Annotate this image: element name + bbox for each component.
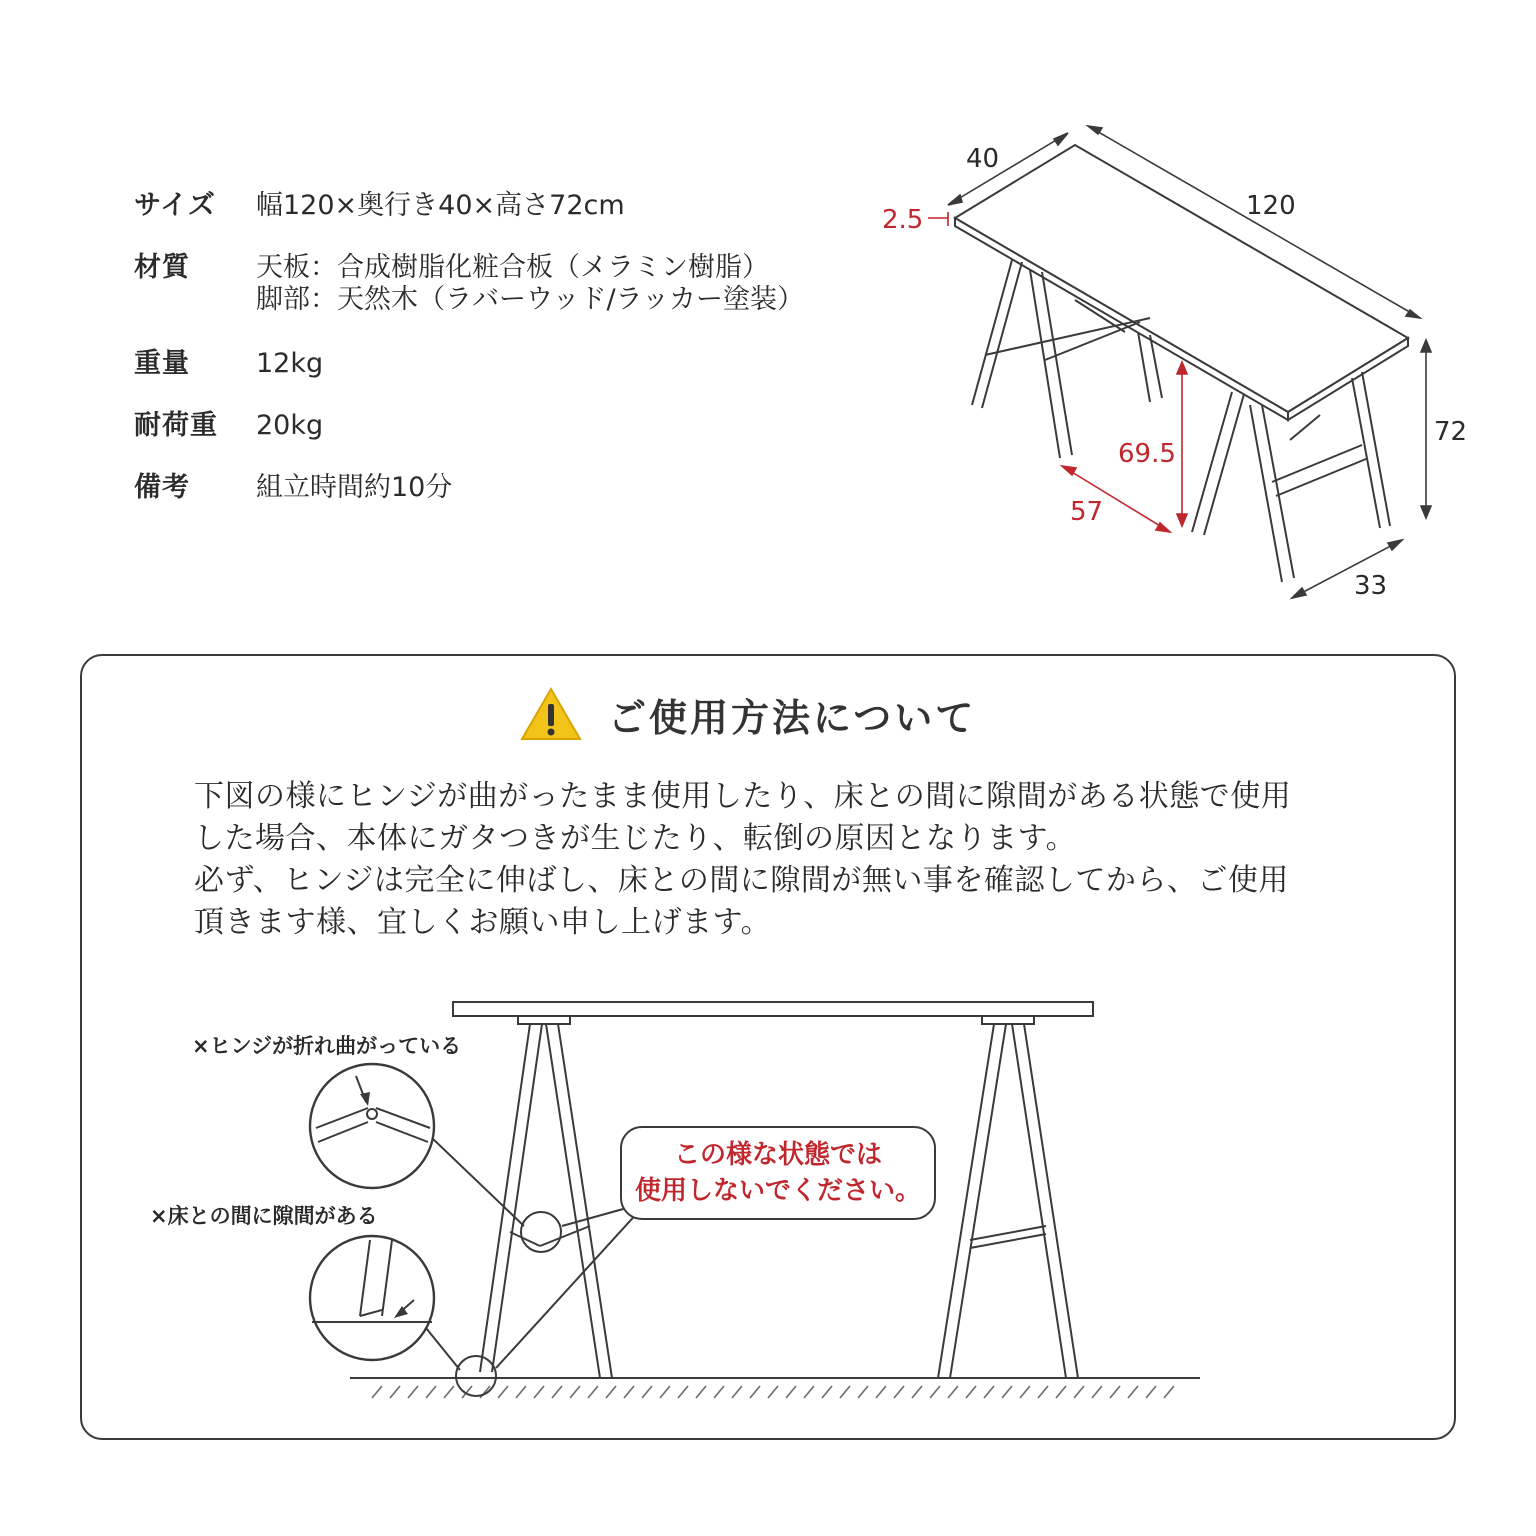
label-bent-hinge: ×ヒンジが折れ曲がっている [192,1034,462,1058]
hatch-mark [516,1386,526,1398]
table-dimension-diagram [860,110,1500,630]
spec-label: 重量 [134,348,190,379]
hatch-mark [984,1386,994,1398]
spec-label: 材質 [134,252,190,283]
hatch-mark [570,1386,580,1398]
hatch-mark [372,1386,382,1398]
hatch-mark [732,1386,742,1398]
hatch-mark [786,1386,796,1398]
spec-row-weight [134,348,804,380]
dim-width: 120 [1246,191,1296,221]
hatch-mark [660,1386,670,1398]
hatch-mark [1164,1386,1174,1398]
hatch-mark [624,1386,634,1398]
hatch-mark [1128,1386,1138,1398]
hatch-mark [426,1386,436,1398]
spec-row-load [134,410,804,442]
notice-title-text: ご使用方法について [608,695,977,740]
spec-row-material [134,252,804,316]
hatch-mark [930,1386,940,1398]
callout-line: この様な状態では [673,1140,882,1170]
spec-row-notes [134,472,804,504]
hatch-mark [1056,1386,1066,1398]
hatch-mark [606,1386,616,1398]
hatch-mark [894,1386,904,1398]
hatch-mark [1092,1386,1102,1398]
warning-triangle-icon [520,686,582,742]
hatch-mark [804,1386,814,1398]
hatch-mark [1020,1386,1030,1398]
spec-value: 12kg [256,348,324,379]
notice-title [520,686,976,742]
hatch-mark [876,1386,886,1398]
hatch-mark [912,1386,922,1398]
hatch-mark [534,1386,544,1398]
hatch-mark [714,1386,724,1398]
hatch-mark [696,1386,706,1398]
spec-value: 20kg [256,410,324,441]
hatch-mark [750,1386,760,1398]
spec-label: 備考 [134,472,190,503]
notice-line: 頂きます様、宜しくお願い申し上げます。 [194,905,772,940]
hatch-mark [444,1386,454,1398]
spec-value: 天板：合成樹脂化粧合板（メラミン樹脂） 脚部：天然木（ラバーウッド/ラッカー塗装） [256,252,805,315]
zoom-bent-hinge [310,1064,434,1188]
dim-top-thickness: 2.5 [882,205,924,235]
hatch-mark [768,1386,778,1398]
spec-label: 耐荷重 [134,410,218,441]
dim-inner-height: 69.5 [1118,439,1176,469]
hatch-mark [498,1386,508,1398]
callout-line: 使用しないでください。 [634,1176,921,1206]
hatch-mark [966,1386,976,1398]
zoom-floor-gap [310,1236,434,1360]
hatch-mark [588,1386,598,1398]
notice-line: した場合、本体にガタつきが生じたり、転倒の原因となります。 [194,821,1077,856]
hatch-mark [858,1386,868,1398]
spec-table [134,190,804,504]
dim-height: 72 [1434,417,1468,447]
spec-label: サイズ [134,190,216,221]
hatch-mark [1146,1386,1156,1398]
hatch-mark [822,1386,832,1398]
hatch-mark [1110,1386,1120,1398]
hatch-mark [642,1386,652,1398]
hatch-mark [1002,1386,1012,1398]
do-not-use-callout [620,1126,936,1220]
hatch-mark [840,1386,850,1398]
hatch-mark [1074,1386,1084,1398]
notice-line: 下図の様にヒンジが曲がったまま使用したり、床との間に隙間がある状態で使用 [194,779,1292,814]
spec-value: 組立時間約10分 [256,472,453,503]
label-floor-gap: ×床との間に隙間がある [150,1204,378,1228]
hatch-mark [1038,1386,1048,1398]
hatch-mark [678,1386,688,1398]
spec-value: 幅120×奥行き40×高さ72cm [256,190,625,221]
hatch-mark [408,1386,418,1398]
hatch-mark [552,1386,562,1398]
notice-line: 必ず、ヒンジは完全に伸ばし、床との間に隙間が無い事を確認してから、ご使用 [194,863,1289,898]
dim-leg-depth: 33 [1354,571,1388,601]
spec-row-size [134,190,804,222]
hatch-mark [948,1386,958,1398]
dim-leg-span: 57 [1070,497,1104,527]
notice-body [194,776,1394,944]
dim-depth: 40 [966,144,1000,174]
hatch-mark [390,1386,400,1398]
